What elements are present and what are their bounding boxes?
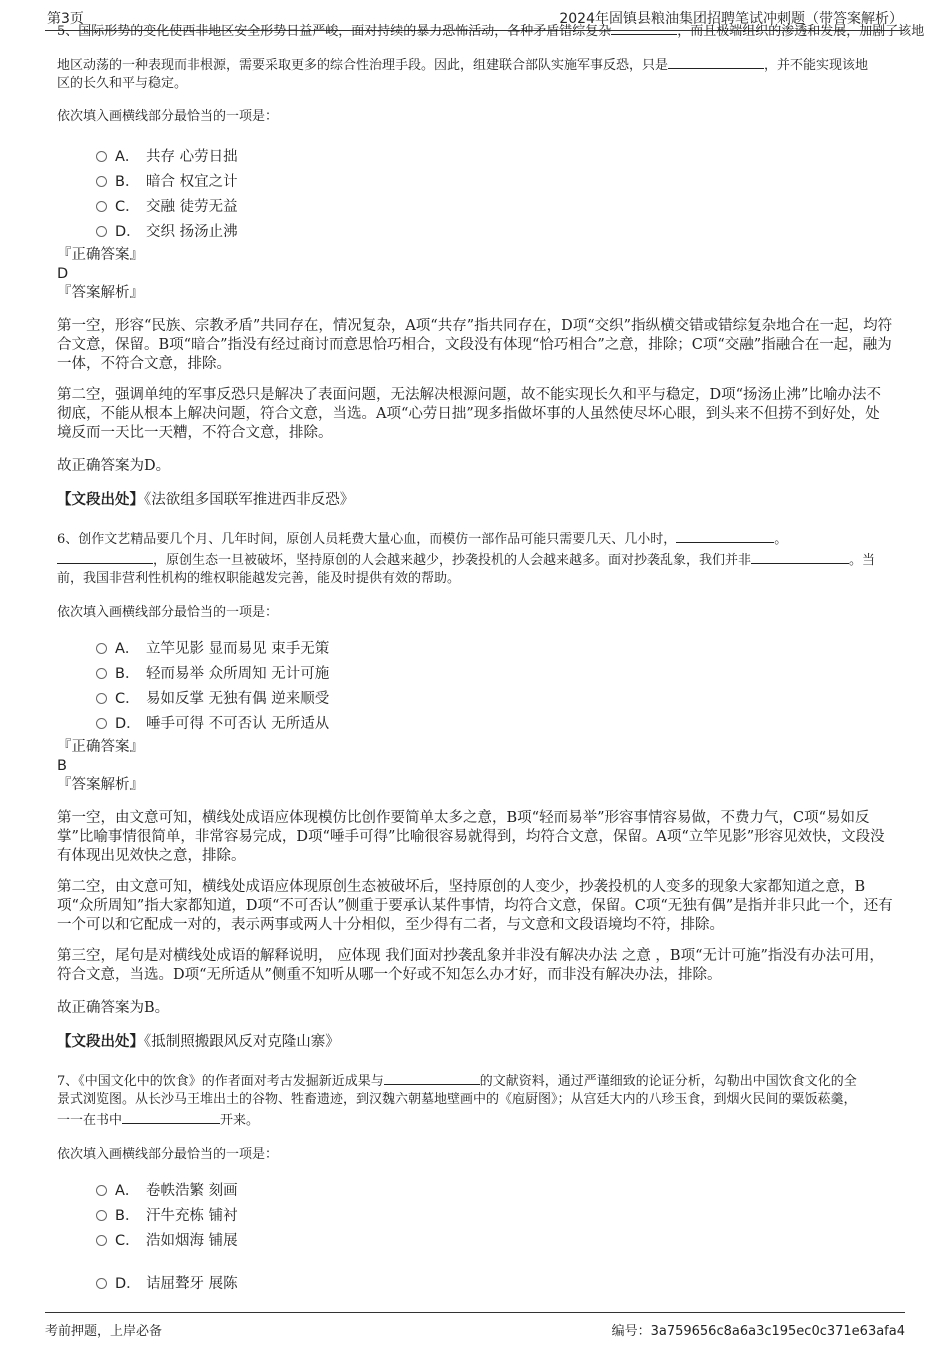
q6-analysis-2: 第二空，由文意可知，横线处成语应体现原创生态被破坏后，坚持原创的人变少，抄袭投机的人变多的现象大家都知道之意，B项“众所周知”指大家都知道，D项“不可否认”侧重于要承认某件事情，均符合文意，保留。C项“无独有偶”是指并非只此一个，还有一个可以和它配成一对的，表示两事或两人十分相似，至少得有二者，与文意和文段语境均不符，排除。 xyxy=(57,879,893,933)
q5-option-d[interactable]: D． 交织 扬汤止沸 xyxy=(57,217,893,242)
document-body xyxy=(57,24,925,1294)
page-footer xyxy=(45,1312,905,1345)
radio-icon[interactable] xyxy=(96,1278,107,1289)
radio-icon[interactable] xyxy=(96,1185,107,1196)
q6-answer-tag: 『正确答案』 xyxy=(57,739,144,755)
q6-blank-1 xyxy=(676,528,774,543)
radio-icon[interactable] xyxy=(96,1235,107,1246)
q6-analysis-tag: 『答案解析』 xyxy=(57,777,144,793)
document-title: 2024年固镇县粮油集团招聘笔试冲刺题（带答案解析） xyxy=(559,11,903,27)
q6-answer: B xyxy=(57,758,67,774)
radio-icon[interactable] xyxy=(96,151,107,162)
q5-stem-line0: 5、国际形势的变化使西非地区安全形势日益严峻，面对持续的暴力恐怖活动，各种矛盾错综复杂 ，而且极端组织的渗透和发展，加剧了该地 xyxy=(57,20,893,36)
radio-icon[interactable] xyxy=(96,718,107,729)
q5-analysis-1: 第一空，形容“民族、宗教矛盾”共同存在，情况复杂，A项“共存”指共同存在，D项“交织”指纵横交错或错综复杂地合在一起，均符合文意，保留。B项“暗合”指没有经过商讨而意思恰巧相合，文段没有体现“恰巧相合”之意，排除；C项“交融”指融合在一起，融为一体，不符合文意，排除。 xyxy=(57,318,893,372)
question-5 xyxy=(57,24,925,130)
radio-icon[interactable] xyxy=(96,226,107,237)
q5-analysis-3: 故正确答案为D。 xyxy=(57,458,171,474)
q7-prompt: 依次填入画横线部分最恰当的一项是： xyxy=(57,1147,279,1162)
q6-blank-2 xyxy=(57,549,153,564)
q5-analysis-2: 第二空，强调单纯的军事反恐只是解决了表面问题，无法解决根源问题，故不能实现长久和平与稳定，D项“扬汤止沸”比喻办法不彻底，不能从根本上解决问题，符合文意，当选。A项“心劳日拙”现多指做坏事的人虽然使尽坏心眼，到头来不但捞不到好处，处境反而一天比一天糟，不符合文意，排除。 xyxy=(57,387,881,441)
q7-option-a[interactable]: A． 卷帙浩繁 刻画 xyxy=(57,1176,893,1201)
radio-icon[interactable] xyxy=(96,1210,107,1221)
q5-option-a[interactable]: A． 共存 心劳日拙 xyxy=(57,142,893,167)
q6-source: 【文段出处】《抵制照搬跟风反对克隆山寨》 xyxy=(57,1033,340,1050)
q6-option-c[interactable]: C． 易如反掌 无独有偶 逆来顺受 xyxy=(57,684,893,709)
q7-options xyxy=(57,1176,893,1294)
q6-option-b[interactable]: B． 轻而易举 众所周知 无计可施 xyxy=(57,659,893,684)
radio-icon[interactable] xyxy=(96,201,107,212)
q7-option-d[interactable]: D． 诘屈聱牙 展陈 xyxy=(57,1269,893,1294)
q7-option-c[interactable]: C． 浩如烟海 铺展 xyxy=(57,1226,893,1251)
page-number: 第3页 xyxy=(47,11,84,27)
q5-analysis-tag: 『答案解析』 xyxy=(57,285,144,301)
q5-prompt: 依次填入画横线部分最恰当的一项是： xyxy=(57,109,279,124)
q5-answer: D xyxy=(57,266,69,282)
q6-analysis-1: 第一空，由文意可知，横线处成语应体现模仿比创作要简单太多之意，B项“轻而易举”形容事情容易做，不费力气，C项“易如反掌”比喻事情很简单，非常容易完成，D项“唾手可得”比喻很容易就得到，均符合文意，保留。A项“立竿见影”形容见效快，文段没有体现出见效快之意，排除。 xyxy=(57,810,885,864)
q6-blank-3 xyxy=(751,549,849,564)
q7-option-b[interactable]: B． 汗牛充栋 铺衬 xyxy=(57,1201,893,1226)
q6-analysis-4: 故正确答案为B。 xyxy=(57,1000,170,1016)
q5-blank-1 xyxy=(611,20,677,35)
q5-source: 【文段出处】《法欲组多国联军推进西非反恐》 xyxy=(57,491,355,508)
q6-option-d[interactable]: D． 唾手可得 不可否认 无所适从 xyxy=(57,709,893,734)
radio-icon[interactable] xyxy=(96,693,107,704)
q7-blank-1 xyxy=(384,1070,480,1085)
radio-icon[interactable] xyxy=(96,668,107,679)
q5-option-c[interactable]: C． 交融 徒劳无益 xyxy=(57,192,893,217)
question-7 xyxy=(57,1070,893,1164)
radio-icon[interactable] xyxy=(96,176,107,187)
q5-options xyxy=(57,142,893,242)
q5-option-b[interactable]: B． 暗合 权宜之计 xyxy=(57,167,893,192)
q5-blank-2 xyxy=(668,54,764,69)
question-6 xyxy=(57,528,893,622)
radio-icon[interactable] xyxy=(96,643,107,654)
q6-options xyxy=(57,634,893,734)
q7-blank-2 xyxy=(122,1109,220,1124)
q6-option-a[interactable]: A． 立竿见影 显而易见 束手无策 xyxy=(57,634,893,659)
q5-stem-line2: 区的长久和平与稳定。 xyxy=(57,76,188,91)
q6-prompt: 依次填入画横线部分最恰当的一项是： xyxy=(57,605,279,620)
q5-stem-line1: 地区动荡的一种表现而非根源，需要采取更多的综合性治理手段。因此，组建联合部队实施军事反恐，只是 ，并不能实现该地 xyxy=(57,54,868,75)
footer-slogan: 考前押题，上岸必备 xyxy=(45,1324,163,1339)
q6-stem: 6、创作文艺精品要几个月、几年时间，原创人员耗费大量心血，而模仿一部作品可能只需要几天、几小时， 。 ，原创生态一旦被破坏，坚持原创的人会越来越少，抄袭投机的人会越来越多。面对抄袭乱象，我们并非 。当 前，我国非营利性机构的维权职能越发完善，能及时提供有效的帮助。 xyxy=(57,528,893,588)
q6-analysis-3: 第三空，尾句是对横线处成语的解释说明， 应体现 我们面对抄袭乱象并非没有解决办法 之意 ，B项“无计可施”指没有办法可用，符合文意，当选。D项“无所适从”侧重不知听从哪一个好或不知怎么办才好，而非没有解决办法，排除。 xyxy=(57,948,884,983)
document-code: 编号：3a759656c8a6a3c195ec0c371e63afa4 xyxy=(611,1324,905,1339)
q7-stem: 7、《中国文化中的饮食》的作者面对考古发掘新近成果与 的文献资料，通过严谨细致的论证分析，勾勒出中国饮食文化的全 景式浏览图。从长沙马王堆出土的谷物、牲畜遗迹，到汉魏六朝墓地壁画中的《庖厨图》；从宫廷大内的八珍玉食，到烟火民间的粟饭菘羹， 一一在书中 开来。 xyxy=(57,1070,893,1130)
q5-answer-tag: 『正确答案』 xyxy=(57,247,144,263)
